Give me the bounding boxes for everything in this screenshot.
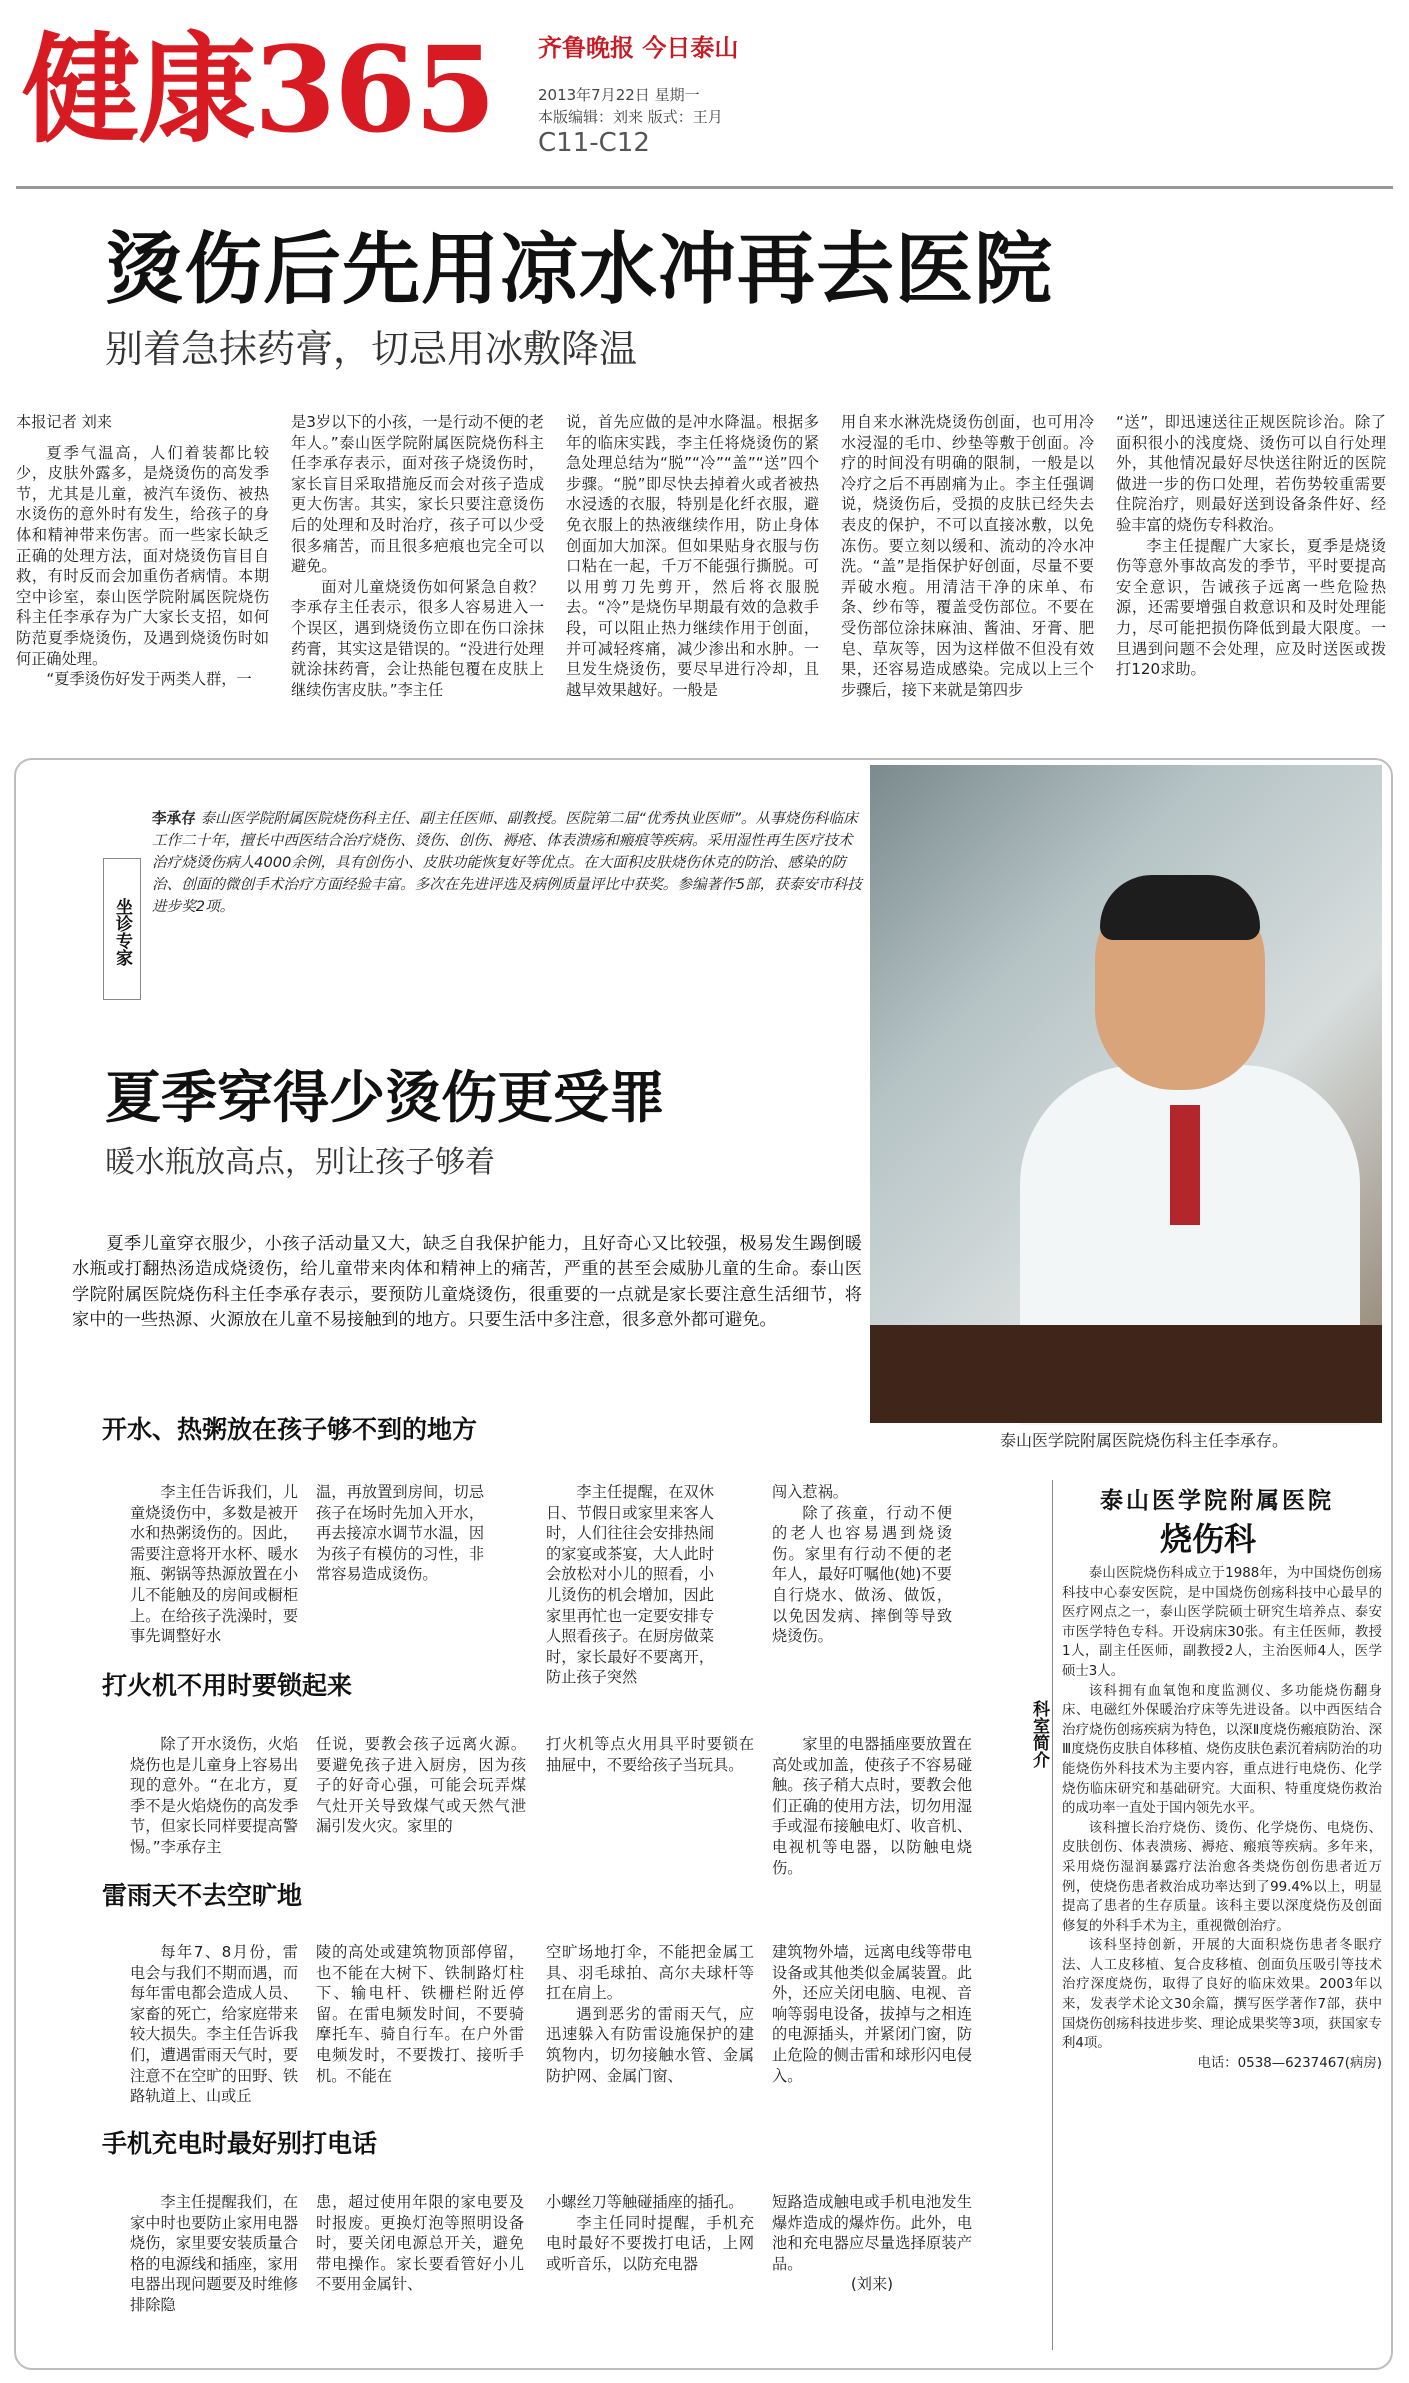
- masthead: 健康365: [22, 20, 495, 159]
- paragraph: 该科坚持创新，开展的大面积烧伤患者冬眠疗法、人工皮移植、复合皮移植、创面负压吸引等技术治疗深度烧伤，取得了良好的临床效果。2003年以来，发表学术论文30余篇，撰写医学著作7部，获中国烧伤创疡科技进步奖、理论成果奖等3项，获国家专利4项。: [1062, 1938, 1382, 2052]
- lead-column-2: [291, 412, 544, 702]
- paragraph: 患，超过使用年限的家电要及时报废。更换灯泡等照明设备时，要关闭电源总开关，避免带电操作。家长要看管好小儿不要用金属针、: [316, 2193, 524, 2294]
- section-4-col-3: [546, 2192, 754, 2342]
- page-numbers: C11-C12: [538, 128, 650, 158]
- paragraph: 该科拥有血氧饱和度监测仪、多功能烧伤翻身床、电磁红外保暖治疗床等先进设备。以中西医结合治疗烧伤创疡疾病为特色，以深Ⅱ度烧伤瘢痕防治、深Ⅲ度烧伤皮肤自体移植、烧伤皮肤色素沉着病防治的功能烧伤外科技术为主要内容，重点进行电烧伤、化学烧伤临床研究和基础研究。大面积、特重度烧伤救治的成功率一直处于国内领先水平。: [1062, 1683, 1382, 1817]
- paragraph: 面对儿童烧烫伤如何紧急自救？李承存主任表示，很多人容易进入一个误区，遇到烧烫伤立即在伤口涂抹药膏，其实这是错误的。“没进行处理就涂抹药膏，会让热能包覆在皮肤上继续伤害皮肤。”李主任: [291, 577, 544, 699]
- feature-intro: [72, 1232, 862, 1334]
- lead-subhead: 别着急抹药膏，切忌用冰敷降温: [105, 327, 638, 371]
- paragraph: 李主任提醒我们，在家中时也要防止家用电器烧伤，家里要安装质量合格的电源线和插座，家用电器出现问题要及时维修排除隐: [130, 2193, 298, 2314]
- sidebar-text: [1062, 1564, 1382, 2073]
- section-3-col-1: [130, 1942, 298, 2110]
- editors: 本版编辑：刘来 版式：王月: [538, 108, 723, 126]
- paragraph: 说，首先应做的是冲水降温。根据多年的临床实践，李主任将烧烫伤的紧急处理总结为“脱”“冷”“盖”“送”四个步骤。“脱”即尽快去掉着火或者被热水浸透的衣服，特别是化纤衣服，避免衣服上的热液继续作用，防止身体创面加大加深。但如果贴身衣服与伤口粘在一起，千万不能强行撕脱。可以用剪刀先剪开，然后将衣服脱去。“冷”是烧伤早期最有效的急救手段，可以阻止热力继续作用于创面，并可减轻疼痛，减少渗出和水肿。一旦发生烧烫伤，要尽早进行冷却，且越早效果越好。一般是: [566, 413, 819, 699]
- paragraph: 除了孩童，行动不便的老人也容易遇到烧烫伤。家里有行动不便的老年人，最好叮嘱他(她)不要自行烧水、做汤、做饭，以免因发病、摔倒等导致烧烫伤。: [772, 1503, 952, 1646]
- sidebar-tag: 科室简介: [1029, 1700, 1049, 1768]
- author-credit: (刘来): [850, 2275, 894, 2294]
- paragraph: 建筑物外墙，远离电线等带电设备或其他类似金属装置。此外，还应关闭电脑、电视、音响等弱电设备，拔掉与之相连的电源插头，并紧闭门窗，防止危险的侧击雷和球形闪电侵入。: [772, 1943, 972, 2085]
- paragraph: 家里的电器插座要放置在高处或加盖，使孩子不容易碰触。孩子稍大点时，要教会他们正确的使用方法，切勿用湿手或湿布接触电灯、收音机、电视机等电器，以防触电烧伤。: [772, 1735, 972, 1877]
- sidebar-phone: 电话：0538—6237467(病房): [1197, 2055, 1382, 2071]
- expert-name: 李承存: [152, 810, 196, 827]
- section-4-col-1: [130, 2192, 298, 2342]
- expert-bio: [152, 808, 862, 918]
- lead-column-3: [566, 412, 819, 702]
- paragraph: 李主任提醒，在双休日、节假日或家里来客人时，人们往往会安排热闹的家宴或茶宴，大人此时会放松对小儿的照看，小儿烫伤的机会增加，因此家里再忙也一定要安排专人照看孩子。在厨房做菜时，家长最好不要离开，防止孩子突然: [546, 1483, 714, 1687]
- section-title: 开水、热粥放在孩子够不到的地方: [102, 1415, 478, 1444]
- expert-bio-text: 泰山医学院附属医院烧伤科主任、副主任医师、副教授。医院第二届“优秀执业医师”。从事烧伤科临床工作二十年，擅长中西医结合治疗烧伤、烫伤、创伤、褥疮、体表溃疡和瘢痕等疾病。采用湿性再生医疗技术治疗烧烫伤病人4000余例，具有创伤小、皮肤功能恢复好等优点。在大面积皮肤烧伤休克的防治、感染的防治、创面的微创手术治疗方面经验丰富。多次在先进评选及病例质量评比中获奖。参编著作5部，获泰安市科技进步奖2项。: [152, 810, 862, 915]
- paragraph: 李主任提醒广大家长，夏季是烧烫伤等意外事故高发的季节，平时要提高安全意识，告诫孩子远离一些危险热源，还需要增强自救意识和及时处理能力，尽可能把损伤降低到最大限度。一旦遇到问题不会处理，应及时送医或拨打120求助。: [1116, 536, 1386, 679]
- paragraph: 温，再放置到房间，切忌孩子在场时先加入开水，再去接凉水调节水温，因为孩子有模仿的习性，非常容易造成烫伤。: [316, 1483, 484, 1584]
- paragraph: 任说，要教会孩子远离火源。要避免孩子进入厨房，因为孩子的好奇心强，可能会玩弄煤气灶开关导致煤气或天然气泄漏引发火灾。家里的: [316, 1735, 526, 1836]
- paragraph: 泰山医院烧伤科成立于1988年，为中国烧伤创疡科技中心泰安医院，是中国烧伤创疡科技中心最早的医疗网点之一，泰山医学院硕士研究生培养点、泰安市医学特色专科。开设病床30张。有主任医师，教授1人，副主任医师，副教授2人，主治医师4人，医学硕士3人。: [1062, 1566, 1382, 1679]
- paragraph: 陵的高处或建筑物顶部停留，也不能在大树下、铁制路灯柱下、输电杆、铁栅栏附近停留。在雷电频发时间，不要骑摩托车、骑自行车。在户外雷电频发时，不要拨打、接听手机。不能在: [316, 1943, 524, 2085]
- paragraph: 遇到恶劣的雷雨天气，应迅速躲入有防雷设施保护的建筑物内，切勿接触水管、金属防护网、金属门窗、: [546, 2004, 754, 2085]
- byline: 本报记者 刘来: [16, 413, 112, 431]
- section-title: 打火机不用时要锁起来: [102, 1671, 353, 1700]
- paragraph: 是3岁以下的小孩，一是行动不便的老年人。”泰山医学院附属医院烧伤科主任李承存表示，面对孩子烧烫伤时，家长盲目采取措施反而会对孩子造成更大伤害。其实，家长只要注意烫伤后的处理和及时治疗，孩子可以少受很多痛苦，而且很多疤痕也完全可以避免。: [291, 413, 544, 576]
- section-4-col-2: [316, 2192, 524, 2342]
- section-1-col-3: [546, 1482, 714, 1692]
- newspaper-name: 齐鲁晚报 今日泰山: [538, 33, 739, 62]
- section-3-col-3: [546, 1942, 754, 2110]
- photo-caption: 泰山医学院附属医院烧伤科主任李承存。: [1000, 1431, 1289, 1450]
- lead-column-1: [16, 412, 269, 702]
- paragraph: 夏季儿童穿衣服少，小孩子活动量又大，缺乏自我保护能力，且好奇心又比较强，极易发生踢倒暖水瓶或打翻热汤造成烧烫伤，给儿童带来肉体和精神上的痛苦，严重的甚至会威胁儿童的生命。泰山医学院附属医院烧伤科主任李承存表示，要预防儿童烧烫伤，很重要的一点就是家长要注意生活细节，将家中的一些热源、火源放在儿童不易接触到的地方。只要生活中多注意，很多意外都可避免。: [72, 1234, 862, 1331]
- issue-date: 2013年7月22日 星期一: [538, 86, 700, 104]
- lead-column-4: [841, 412, 1094, 702]
- section-1-col-4: [772, 1482, 952, 1692]
- section-2-col-4: [772, 1734, 972, 1877]
- lead-column-5: [1116, 412, 1386, 702]
- paragraph: “夏季烫伤好发于两类人群，一: [46, 670, 252, 689]
- section-1-col-2: [316, 1482, 484, 1692]
- header-divider: [16, 186, 1393, 189]
- paragraph: 李主任告诉我们，儿童烧烫伤中，多数是被开水和热粥烫伤的。因此，需要注意将开水杯、暖水瓶、粥锅等热源放置在小儿不能触及的房间或橱柜上。在给孩子洗澡时，要事先调整好水: [130, 1483, 298, 1646]
- section-title: 手机充电时最好别打电话: [102, 2129, 378, 2158]
- sidebar-divider: [1052, 1480, 1053, 2350]
- section-1-col-1: [130, 1482, 298, 1692]
- feature-headline: 夏季穿得少烫伤更受罪: [105, 1066, 665, 1131]
- feature-subhead: 暖水瓶放高点，别让孩子够着: [105, 1145, 495, 1180]
- section-4-col-4: [772, 2192, 972, 2342]
- paragraph: 打火机等点火用具平时要锁在抽屉中，不要给孩子当玩具。: [546, 1735, 754, 1774]
- paragraph: 短路造成触电或手机电池发生爆炸造成的爆炸伤。此外，电池和充电器应尽量选择原装产品。: [772, 2193, 972, 2273]
- section-2-col-2: [316, 1734, 526, 1862]
- paragraph: 李主任同时提醒，手机充电时最好不要拨打电话，上网或听音乐，以防充电器: [546, 2213, 754, 2273]
- sidebar-hospital: 泰山医学院附属医院: [1100, 1487, 1334, 1514]
- paragraph: 除了开水烫伤，火焰烧伤也是儿童身上容易出现的意外。“在北方，夏季不是火焰烧伤的高发季节，但家长同样要提高警惕。”李承存主: [130, 1735, 298, 1856]
- paragraph: 小螺丝刀等触碰插座的插孔。: [546, 2193, 744, 2211]
- paragraph: 该科擅长治疗烧伤、烫伤、化学烧伤、电烧伤、皮肤创伤、体表溃疡、褥疮、瘢痕等疾病。多年来，采用烧伤湿润暴露疗法治愈各类烧伤创伤患者近万例，使烧伤患者救治成功率达到了99.4%以上，明显提高了患者的生存质量。该科主要以深度烧伤及创面修复的外科手术为主，重视微创治疗。: [1062, 1820, 1382, 1934]
- paragraph: 闯入惹祸。: [772, 1483, 848, 1501]
- section-2-col-1: [130, 1734, 298, 1862]
- section-2-col-3: [546, 1734, 754, 1862]
- sidebar-department: 烧伤科: [1160, 1520, 1257, 1558]
- paragraph: 夏季气温高，人们着装都比较少，皮肤外露多，是烧烫伤的高发季节，尤其是儿童，被汽车烫伤、被热水烫伤的意外时有发生，给孩子的身体和精神带来伤害。而一些家长缺乏正确的处理方法，面对烧烫伤盲目自救，有时反而会加重伤者病情。本期空中诊室，泰山医学院附属医院烧伤科主任李承存为广大家长支招，如何防范夏季烧烫伤，及遇到烧烫伤时如何正确处理。: [16, 443, 269, 668]
- section-title: 雷雨天不去空旷地: [102, 1881, 303, 1910]
- section-3-col-2: [316, 1942, 524, 2110]
- paragraph: “送”，即迅速送往正规医院诊治。除了面积很小的浅度烧、烫伤可以自行处理外，其他情况最好尽快送往附近的医院做进一步的伤口处理，若伤势较重需要住院治疗，则最好送到设备条件好、经验丰富的烧伤专科救治。: [1116, 413, 1386, 534]
- paragraph: 空旷场地打伞，不能把金属工具、羽毛球拍、高尔夫球杆等扛在肩上。: [546, 1943, 754, 2003]
- expert-tag: 坐诊专家: [103, 858, 141, 1000]
- lead-headline: 烫伤后先用凉水冲再去医院: [105, 225, 1054, 315]
- paragraph: 用自来水淋洗烧烫伤创面，也可用冷水浸湿的毛巾、纱垫等敷于创面。冷疗的时间没有明确的限制，一般是以冷疗之后不再剧痛为止。李主任强调说，烧烫伤后，受损的皮肤已经失去表皮的保护，不可以直接冰敷，以免冻伤。要立刻以缓和、流动的冷水冲洗。“盖”是指保护好创面，尽量不要弄破水疱。用清洁干净的床单、布条、纱布等，覆盖受伤部位。不要在受伤部位涂抹麻油、酱油、牙膏、肥皂、草灰等，因为这样做不但没有效果，还容易造成感染。完成以上三个步骤后，接下来就是第四步: [841, 413, 1094, 699]
- paragraph: 每年7、8月份，雷电会与我们不期而遇，而每年雷电都会造成人员、家畜的死亡，给家庭带来较大损失。李主任告诉我们，遭遇雷雨天气时，要注意不在空旷的田野、铁路轨道上、山或丘: [130, 1943, 298, 2106]
- doctor-photo: [870, 765, 1382, 1423]
- section-3-col-4: [772, 1942, 972, 2110]
